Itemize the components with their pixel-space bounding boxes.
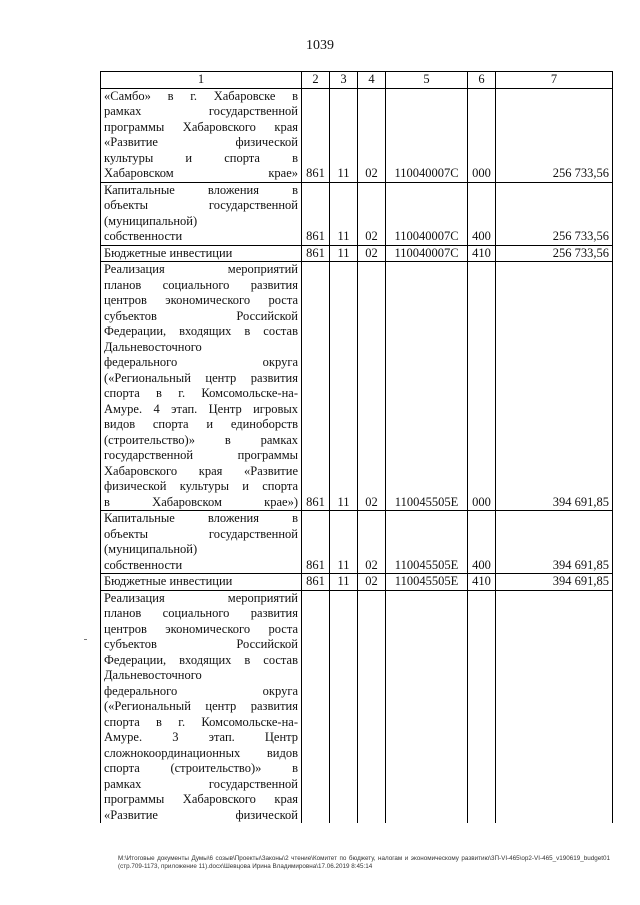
cell-amount bbox=[496, 590, 613, 823]
cell-target: 110040007С bbox=[386, 182, 468, 245]
cell-amount: 256 733,56 bbox=[496, 245, 613, 262]
row-name: Бюджетные инвестиции bbox=[101, 245, 302, 262]
column-header: 3 bbox=[330, 72, 358, 89]
row-name: Реализация мероприятий планов социального развития центров экономического роста субъектов Российской Федерации, входящих в состав Дальневосточного федерального округа («Региональный центр развития спорта в г. Комсомольске-на- Амуре. 3 этап. Центр сложнокоординационных видов спорта (строительство)» в рамках государственной программы Хабаровского края «Развитие физической bbox=[101, 590, 302, 823]
cell-type: 400 bbox=[468, 182, 496, 245]
cell-section: 11 bbox=[330, 245, 358, 262]
cell-type: 410 bbox=[468, 574, 496, 591]
cell-code: 861 bbox=[302, 182, 330, 245]
row-name: Капитальные вложения в объекты государственной (муниципальной) собственности bbox=[101, 511, 302, 574]
cell-target: 110045505Е bbox=[386, 511, 468, 574]
column-header: 5 bbox=[386, 72, 468, 89]
cell-subsection: 02 bbox=[358, 574, 386, 591]
cell-type: 000 bbox=[468, 88, 496, 182]
cell-target: 110040007С bbox=[386, 245, 468, 262]
file-path-footer: М:\Итоговые документы Думы\6 созыв\Проекты\Законы\2 чтение\Комитет по бюджету, налогам и экономическому развитию\3П-VI-465\ор2-VI-465_v190619_budget01 (стр.709-1173, приложение 11).docx\Шевцова Ирина Владимировна\17.06.2019 8:45:14 bbox=[118, 855, 610, 870]
cell-section: 11 bbox=[330, 182, 358, 245]
cell-type: 000 bbox=[468, 262, 496, 511]
cell-amount: 256 733,56 bbox=[496, 182, 613, 245]
margin-mark bbox=[84, 639, 87, 640]
cell-section: 11 bbox=[330, 88, 358, 182]
cell-subsection: 02 bbox=[358, 88, 386, 182]
cell-type: 410 bbox=[468, 245, 496, 262]
cell-code: 861 bbox=[302, 511, 330, 574]
column-header: 6 bbox=[468, 72, 496, 89]
cell-target: 110040007С bbox=[386, 88, 468, 182]
cell-amount: 394 691,85 bbox=[496, 574, 613, 591]
table-row bbox=[101, 262, 613, 511]
cell-target: 110045505Е bbox=[386, 262, 468, 511]
cell-amount: 394 691,85 bbox=[496, 262, 613, 511]
row-name: Реализация мероприятий планов социального развития центров экономического роста субъектов Российской Федерации, входящих в состав Дальневосточного федерального округа («Региональный центр развития спорта в г. Комсомольске-на- Амуре. 4 этап. Центр игровых видов спорта и единоборств (строительство)» в рамках государственной программы Хабаровского края «Развитие физической культуры и спорта в Хабаровском крае») bbox=[101, 262, 302, 511]
cell-code: 861 bbox=[302, 88, 330, 182]
table-row bbox=[101, 511, 613, 574]
cell-section: 11 bbox=[330, 574, 358, 591]
cell-subsection: 02 bbox=[358, 182, 386, 245]
column-header: 4 bbox=[358, 72, 386, 89]
cell-code: 861 bbox=[302, 245, 330, 262]
cell-type: 400 bbox=[468, 511, 496, 574]
table-row bbox=[101, 88, 613, 182]
cell-target: 110045505Е bbox=[386, 574, 468, 591]
table-row bbox=[101, 574, 613, 591]
table-row bbox=[101, 245, 613, 262]
column-header: 7 bbox=[496, 72, 613, 89]
cell-subsection bbox=[358, 590, 386, 823]
cell-type bbox=[468, 590, 496, 823]
row-name: «Самбо» в г. Хабаровске в рамках государственной программы Хабаровского края «Развитие физической культуры и спорта в Хабаровском крае» bbox=[101, 88, 302, 182]
cell-subsection: 02 bbox=[358, 245, 386, 262]
budget-table bbox=[100, 71, 613, 823]
cell-amount: 256 733,56 bbox=[496, 88, 613, 182]
cell-code: 861 bbox=[302, 262, 330, 511]
cell-section: 11 bbox=[330, 262, 358, 511]
row-name: Бюджетные инвестиции bbox=[101, 574, 302, 591]
cell-target bbox=[386, 590, 468, 823]
page-number: 1039 bbox=[306, 38, 334, 53]
table-row bbox=[101, 590, 613, 823]
cell-section: 11 bbox=[330, 511, 358, 574]
cell-subsection: 02 bbox=[358, 262, 386, 511]
column-header: 2 bbox=[302, 72, 330, 89]
column-header: 1 bbox=[101, 72, 302, 89]
header-row bbox=[101, 72, 613, 89]
cell-subsection: 02 bbox=[358, 511, 386, 574]
cell-section bbox=[330, 590, 358, 823]
table-row bbox=[101, 182, 613, 245]
row-name: Капитальные вложения в объекты государственной (муниципальной) собственности bbox=[101, 182, 302, 245]
cell-code: 861 bbox=[302, 574, 330, 591]
cell-amount: 394 691,85 bbox=[496, 511, 613, 574]
cell-code bbox=[302, 590, 330, 823]
